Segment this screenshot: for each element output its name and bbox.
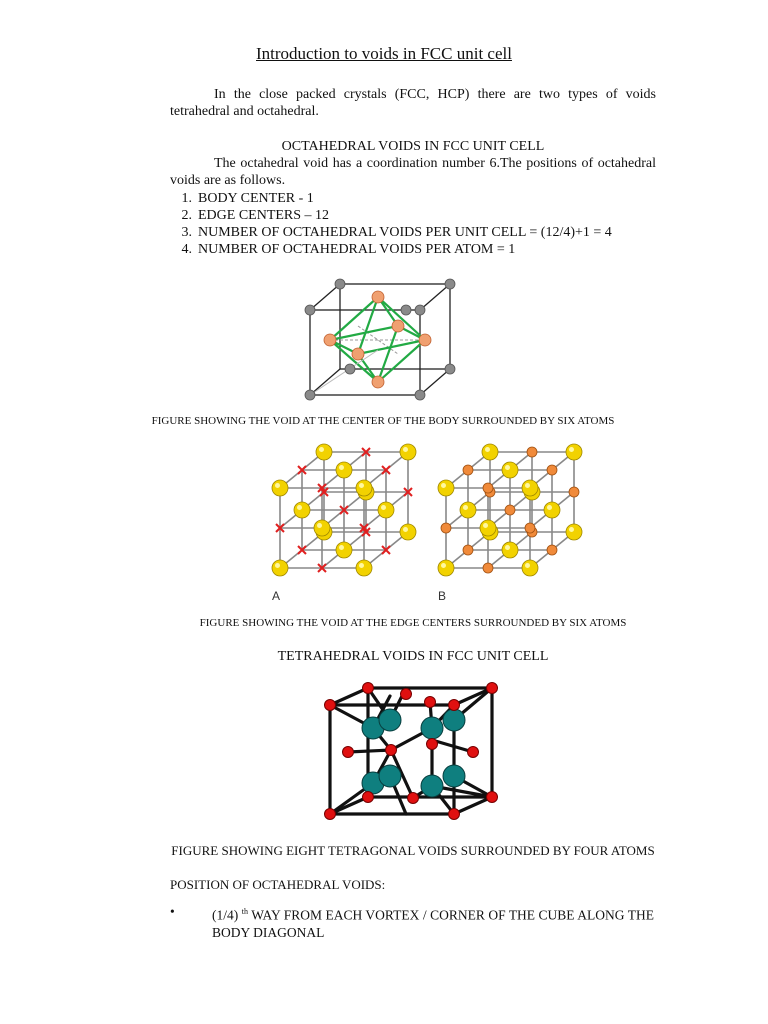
atom: [336, 462, 352, 478]
void: [525, 523, 535, 533]
atom: [566, 444, 582, 460]
atom: [522, 560, 538, 576]
void: [505, 505, 515, 515]
void: [441, 523, 451, 533]
atom: [480, 520, 496, 536]
figure-edge-void-a: [266, 436, 416, 586]
void: [483, 483, 493, 493]
void: [463, 545, 473, 555]
page-title: Introduction to voids in FCC unit cell: [256, 44, 512, 63]
atom: [356, 480, 372, 496]
figure-tetrahedral-voids: [318, 680, 508, 825]
atom: [522, 480, 538, 496]
atom: [400, 524, 416, 540]
atom: [460, 502, 476, 518]
atom: [294, 502, 310, 518]
atom: [438, 560, 454, 576]
intro-paragraph: In the close packed crystals (FCC, HCP) there are two types of voids tetrahedral and octahedral.: [170, 87, 656, 119]
figure-body-center-void: [290, 270, 480, 410]
figure-label-a: A: [272, 589, 281, 603]
atom: [378, 502, 394, 518]
caption-body-center: FIGURE SHOWING THE VOID AT THE CENTER OF THE BODY SURROUNDED BY SIX ATOMS: [151, 415, 615, 427]
void: [483, 563, 493, 573]
atom: [502, 462, 518, 478]
octahedral-description: The octahedral void has a coordination number 6.The positions of octahedral voids are as follows.: [170, 156, 656, 188]
atom: [272, 480, 288, 496]
octahedral-list: [170, 190, 670, 258]
atom: [482, 444, 498, 460]
void: [463, 465, 473, 475]
atom: [566, 524, 582, 540]
atom: [336, 542, 352, 558]
void: [547, 465, 557, 475]
tetrahedral-heading: TETRAHEDRAL VOIDS IN FCC UNIT CELL: [277, 649, 549, 664]
list-item: 1. BODY CENTER - 1: [181, 191, 314, 206]
caption-tetrahedral: FIGURE SHOWING EIGHT TETRAGONAL VOIDS SURROUNDED BY FOUR ATOMS: [171, 843, 655, 858]
list-item: 3. NUMBER OF OCTAHEDRAL VOIDS PER UNIT CELL = (12/4)+1 = 4: [181, 225, 612, 240]
atom: [272, 560, 288, 576]
void: [547, 545, 557, 555]
figure-label-b: B: [438, 589, 447, 603]
void: [527, 447, 537, 457]
figure-edge-void-b: [432, 436, 582, 586]
caption-edge-centers: FIGURE SHOWING THE VOID AT THE EDGE CENTERS SURROUNDED BY SIX ATOMS: [199, 617, 627, 629]
atom: [356, 560, 372, 576]
atom: [438, 480, 454, 496]
void: [569, 487, 579, 497]
position-heading: POSITION OF OCTAHEDRAL VOIDS:: [170, 877, 386, 892]
position-bullet: • (1/4) $^{th}$ WAY FROM EACH VORTEX / CORNER OF THE CUBE ALONG THE BODY DIAGONAL: [170, 904, 654, 940]
bullet-icon: •: [170, 904, 175, 919]
list-item: 2. EDGE CENTERS – 12: [181, 208, 330, 223]
list-item: 4. NUMBER OF OCTAHEDRAL VOIDS PER ATOM = 1: [181, 242, 516, 257]
atom: [400, 444, 416, 460]
octahedral-heading: OCTAHEDRAL VOIDS IN FCC UNIT CELL: [281, 139, 545, 154]
atom: [502, 542, 518, 558]
atom: [544, 502, 560, 518]
atom: [316, 444, 332, 460]
atom: [314, 520, 330, 536]
